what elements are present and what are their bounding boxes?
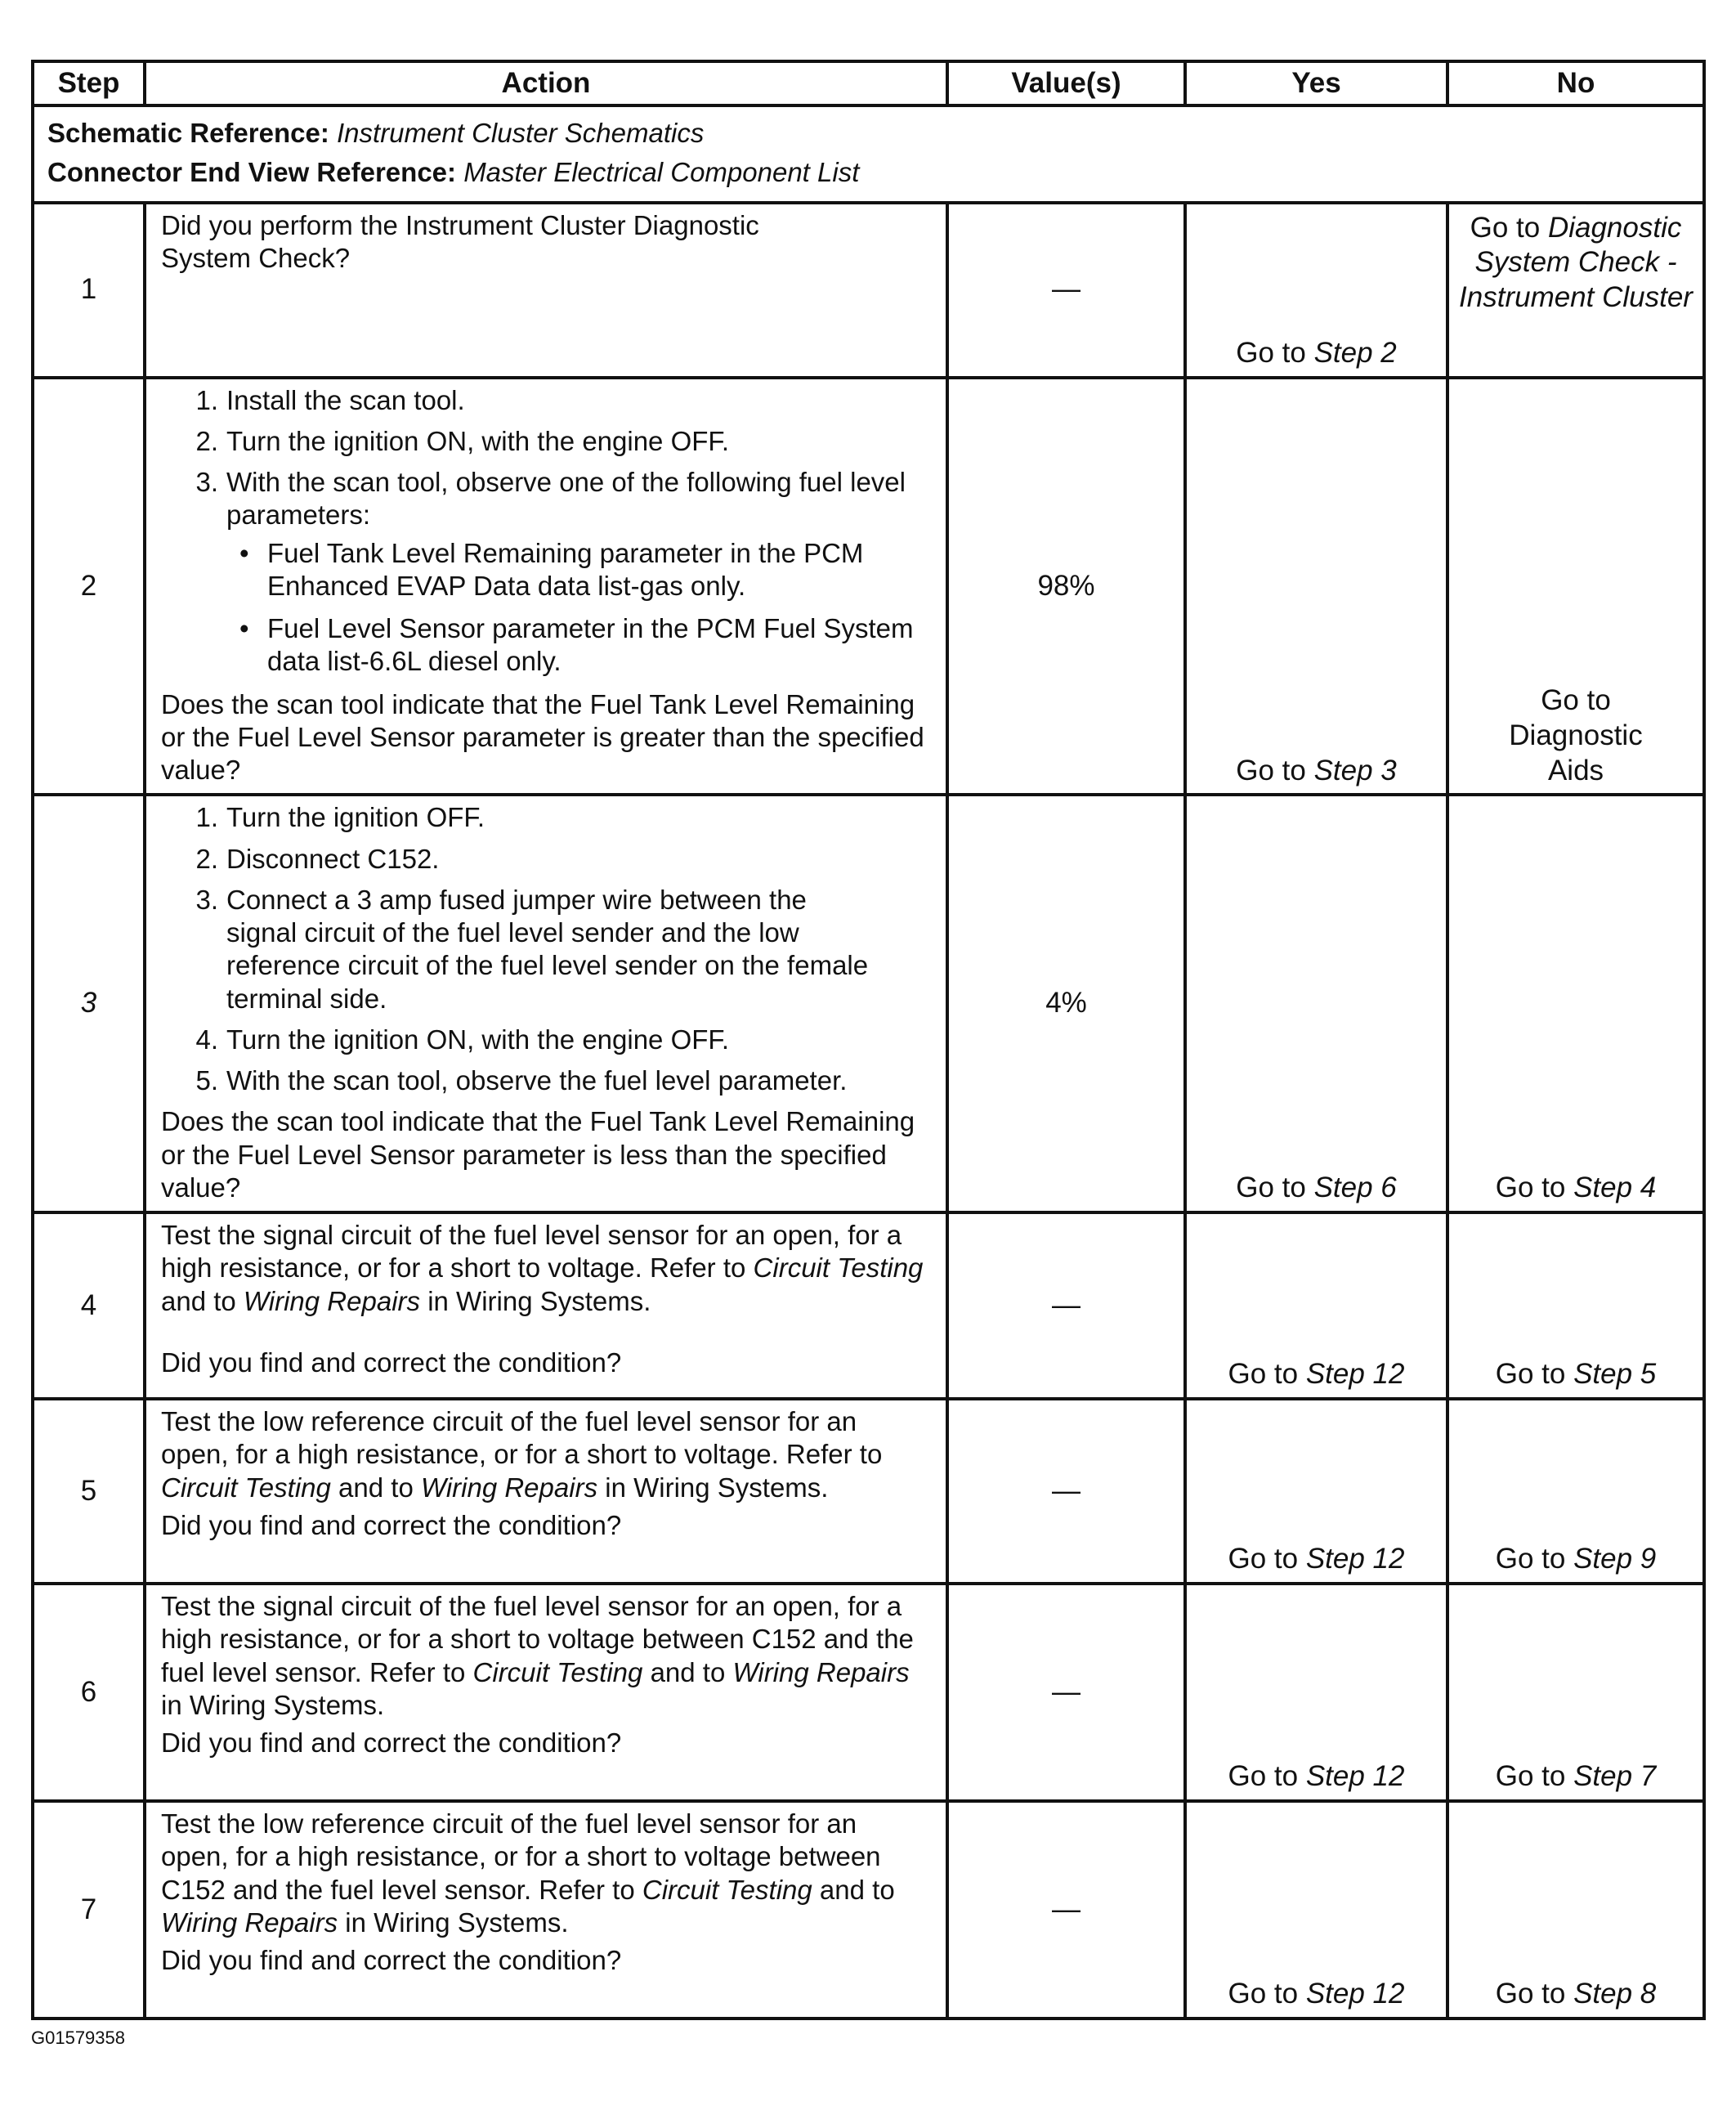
step-number: 1: [33, 203, 145, 378]
header-yes: Yes: [1185, 61, 1447, 105]
circuit-testing-link[interactable]: Circuit Testing: [753, 1252, 924, 1284]
list-item: 3. With the scan tool, observe one of the following fuel level parameters: • Fuel Tank Level Remaining parameter in the PCM Enhanced EVAP Data data list-gas only. • Fuel Level Sensor parameter in the PCM Fuel System data list-6.6L diesel only.: [226, 466, 931, 679]
table-row: [33, 1212, 1704, 1399]
no-target: Step 5: [1573, 1358, 1657, 1391]
no-target: Step 8: [1573, 1978, 1657, 2010]
circuit-testing-link[interactable]: Circuit Testing: [472, 1656, 643, 1687]
header-values: Value(s): [947, 61, 1185, 105]
procedure-list: [161, 384, 931, 679]
action-question: Did you find and correct the condition?: [161, 1509, 622, 1540]
table-row: [33, 203, 1704, 378]
no-cell: [1447, 1399, 1704, 1584]
action-question: Did you find and correct the condition?: [161, 1945, 622, 1975]
action-cell: [145, 1801, 947, 2019]
list-item: 5. With the scan tool, observe the fuel level parameter.: [195, 1065, 848, 1096]
action-cell: [145, 1399, 947, 1584]
no-prefix: Go to: [1495, 1760, 1574, 1793]
yes-cell: [1185, 378, 1447, 795]
header-no: No: [1447, 61, 1704, 105]
bullet-item: • Fuel Tank Level Remaining parameter in the PCM Enhanced EVAP Data data list-gas only.: [267, 537, 931, 603]
yes-prefix: Go to: [1236, 754, 1314, 786]
table-row: [33, 1801, 1704, 2019]
no-cell: [1447, 203, 1704, 378]
action-text: Test the low reference circuit of the fuel level sensor for an open, for a high resistance, or for a short to voltage between C152 and the fuel level sensor. Refer to Circuit Testing and to Wiring Repairs in Wiring Systems.: [161, 1808, 895, 1938]
list-item: 2. Turn the ignition ON, with the engine OFF.: [195, 425, 730, 456]
table-row: [33, 378, 1704, 795]
connector-reference: [47, 156, 1689, 189]
yes-prefix: Go to: [1228, 1543, 1306, 1575]
yes-prefix: Go to: [1228, 1760, 1306, 1793]
value-cell: —: [947, 1801, 1185, 2019]
action-cell: [145, 1584, 947, 1801]
step-number: 4: [33, 1212, 145, 1399]
yes-cell: [1185, 203, 1447, 378]
yes-prefix: Go to: [1236, 1172, 1314, 1204]
wiring-repairs-link[interactable]: Wiring Repairs: [161, 1907, 338, 1938]
list-item: 1. Turn the ignition OFF.: [195, 802, 485, 833]
list-item: 4. Turn the ignition ON, with the engine OFF.: [195, 1024, 730, 1055]
action-question: Does the scan tool indicate that the Fuel Tank Level Remaining or the Fuel Level Sensor parameter is greater than the specified value?: [161, 688, 924, 785]
no-cell: [1447, 1801, 1704, 2019]
step-number: 2: [33, 378, 145, 795]
yes-target: Step 12: [1305, 1543, 1405, 1575]
table-row: [33, 795, 1704, 1212]
parameter-bullets: [226, 537, 931, 679]
header-action: Action: [145, 61, 947, 105]
yes-cell: [1185, 1212, 1447, 1399]
yes-target: Step 12: [1305, 1358, 1405, 1391]
list-item: 1. Install the scan tool.: [195, 384, 465, 415]
schematic-reference: [47, 117, 1689, 150]
circuit-testing-link[interactable]: Circuit Testing: [642, 1874, 812, 1905]
yes-target: Step 12: [1305, 1978, 1405, 2010]
action-cell: [145, 1212, 947, 1399]
no-target: Step 4: [1573, 1172, 1657, 1204]
no-prefix: Go to: [1495, 1358, 1574, 1391]
no-prefix: Go to: [1495, 1978, 1574, 2010]
no-text: Go to Diagnostic Aids: [1509, 684, 1643, 786]
no-prefix: Go to: [1470, 211, 1548, 244]
diagnostic-table: [31, 60, 1706, 2020]
no-cell: [1447, 1212, 1704, 1399]
no-cell: [1447, 378, 1704, 795]
wiring-repairs-link[interactable]: Wiring Repairs: [243, 1285, 421, 1316]
step-number: 3: [33, 795, 145, 1212]
yes-target: Step 6: [1313, 1172, 1397, 1204]
wiring-repairs-link[interactable]: Wiring Repairs: [732, 1656, 910, 1687]
action-question: Does the scan tool indicate that the Fuel Tank Level Remaining or the Fuel Level Sensor parameter is less than the specified value?: [161, 1106, 915, 1203]
action-cell: [145, 203, 947, 378]
no-cell: [1447, 1584, 1704, 1801]
no-target: Diagnostic System Check - Instrument Cluster: [1459, 211, 1693, 313]
step-number: 6: [33, 1584, 145, 1801]
schematic-reference-value: Instrument Cluster Schematics: [337, 118, 705, 148]
connector-reference-label: Connector End View Reference:: [47, 157, 457, 188]
yes-prefix: Go to: [1236, 336, 1314, 369]
yes-cell: [1185, 1801, 1447, 2019]
no-prefix: Go to: [1495, 1172, 1574, 1204]
action-text: Test the low reference circuit of the fuel level sensor for an open, for a high resistance, or for a short to voltage. Refer to Circuit Testing and to Wiring Repairs in Wiring Systems.: [161, 1406, 883, 1503]
list-item: 3. Connect a 3 amp fused jumper wire between the signal circuit of the fuel level sender and the low reference circuit of the fuel level sender on the female terminal side.: [195, 884, 869, 1014]
connector-reference-value: Master Electrical Component List: [463, 157, 860, 188]
action-question: Did you find and correct the condition?: [161, 1347, 622, 1378]
figure-id: G01579358: [31, 2028, 125, 2048]
no-target: Step 7: [1573, 1760, 1657, 1793]
value-cell: —: [947, 1399, 1185, 1584]
value-cell: —: [947, 203, 1185, 378]
yes-cell: [1185, 1399, 1447, 1584]
action-question: Did you find and correct the condition?: [161, 1727, 622, 1758]
list-item: 2. Disconnect C152.: [195, 843, 440, 874]
value-cell: —: [947, 1584, 1185, 1801]
procedure-list: [161, 801, 931, 1097]
yes-cell: [1185, 795, 1447, 1212]
reference-cell: [33, 105, 1704, 203]
no-prefix: Go to: [1495, 1543, 1574, 1575]
yes-target: Step 12: [1305, 1760, 1405, 1793]
yes-cell: [1185, 1584, 1447, 1801]
no-cell: [1447, 795, 1704, 1212]
value-cell: —: [947, 1212, 1185, 1399]
value-cell: 4%: [947, 795, 1185, 1212]
step-number: 5: [33, 1399, 145, 1584]
value-cell: 98%: [947, 378, 1185, 795]
wiring-repairs-link[interactable]: Wiring Repairs: [420, 1472, 598, 1503]
action-cell: [145, 378, 947, 795]
yes-prefix: Go to: [1228, 1978, 1306, 2010]
circuit-testing-link[interactable]: Circuit Testing: [161, 1472, 331, 1503]
table-header-row: [33, 61, 1704, 105]
reference-row: [33, 105, 1704, 203]
table-row: [33, 1584, 1704, 1801]
action-cell: [145, 795, 947, 1212]
no-target: Step 9: [1573, 1543, 1657, 1575]
table-row: [33, 1399, 1704, 1584]
action-text: Test the signal circuit of the fuel level sensor for an open, for a high resistance, or for a short to voltage. Refer to Circuit Testing and to Wiring Repairs in Wiring Systems.: [161, 1220, 924, 1316]
action-text: Test the signal circuit of the fuel level sensor for an open, for a high resistance, or for a short to voltage between C152 and the fuel level sensor. Refer to Circuit Testing and to Wiring Repairs in Wiring Systems.: [161, 1591, 914, 1720]
yes-prefix: Go to: [1228, 1358, 1306, 1391]
bullet-item: • Fuel Level Sensor parameter in the PCM Fuel System data list-6.6L diesel only.: [267, 612, 931, 679]
action-text: Did you perform the Instrument Cluster Diagnostic System Check?: [161, 209, 759, 273]
yes-target: Step 2: [1313, 336, 1397, 369]
step-number: 7: [33, 1801, 145, 2019]
header-step: Step: [33, 61, 145, 105]
schematic-reference-label: Schematic Reference:: [47, 118, 329, 148]
yes-target: Step 3: [1313, 754, 1397, 786]
